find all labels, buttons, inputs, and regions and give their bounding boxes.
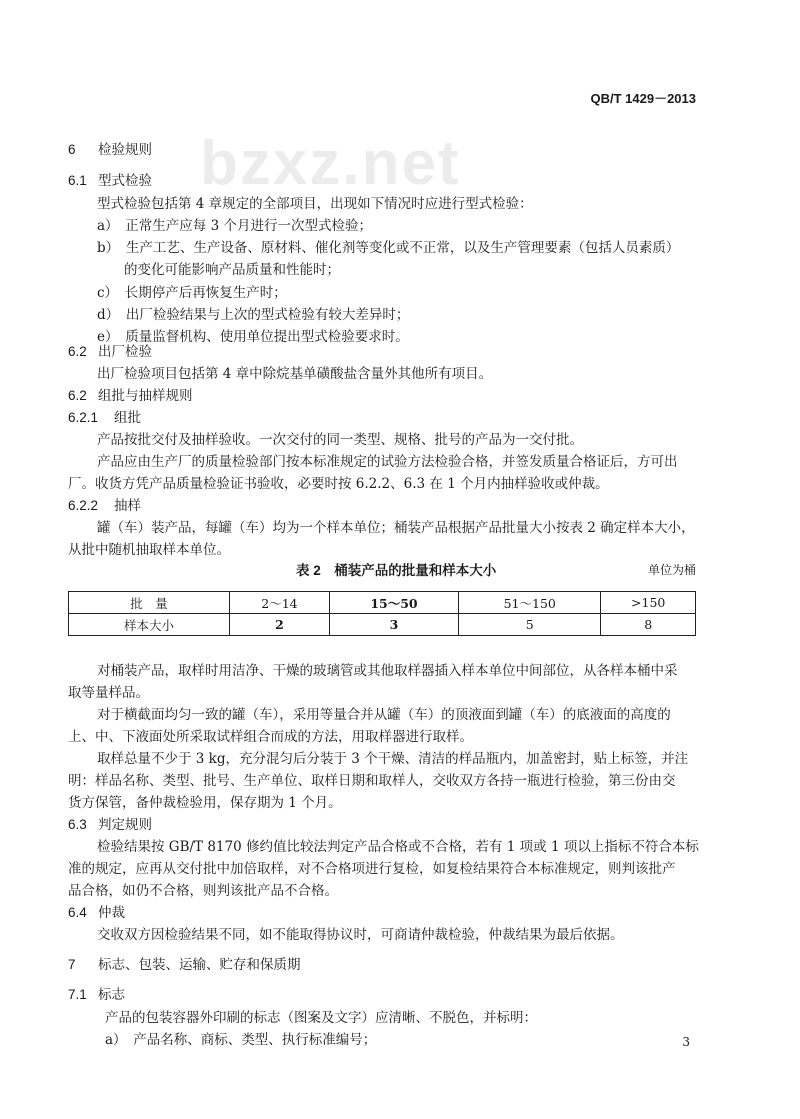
table-cell: >150 <box>601 592 696 614</box>
paragraph-line: 明：样品名称、类型、批号、生产单位、取样日期和取样人，交收双方各持一瓶进行检验，第三份由交 <box>68 773 676 789</box>
section-title: 标志、包装、运输、贮存和保质期 <box>98 957 301 972</box>
section-title: 出厂检验 <box>98 344 152 359</box>
section-title: 仲裁 <box>98 905 125 920</box>
paragraph-line: 出厂检验项目包括第 4 章中除烷基单磺酸盐含量外其他所有项目。 <box>97 366 493 382</box>
list-item-c: c） 长期停产后再恢复生产时； <box>97 285 287 301</box>
section-title: 组批与抽样规则 <box>98 388 193 403</box>
paragraph-line: 交收双方因检验结果不同，如不能取得协议时，可商请仲裁检验，仲裁结果为最后依据。 <box>97 927 624 943</box>
section-6-3-heading <box>68 813 152 833</box>
paragraph-line: 检验结果按 GB/T 8170 修约值比较法判定产品合格或不合格，若有 1 项或 1 项以上指标不符合本标 <box>97 839 699 855</box>
table-cell: 3 <box>329 614 458 636</box>
batch-sample-table <box>68 591 696 636</box>
section-6-heading <box>68 138 152 158</box>
paragraph-line: 对桶装产品，取样时用洁净、干燥的玻璃管或其他取样器插入样本单位中间部位，从各样本桶中采 <box>97 663 678 679</box>
section-6-1-heading <box>68 169 152 189</box>
section-title: 检验规则 <box>98 142 152 157</box>
section-number: 6.2.1 <box>68 410 99 425</box>
paragraph-line: 取等量样品。 <box>68 685 149 701</box>
section-title: 抽样 <box>114 498 141 513</box>
section-7-1-heading <box>68 983 125 1003</box>
section-number: 6.2 <box>68 388 87 403</box>
table-cell: 51～150 <box>459 592 601 614</box>
section-number: 6 <box>68 142 76 157</box>
table-row <box>69 614 696 636</box>
paragraph-line: 对于横截面均匀一致的罐（车），采用等量合并从罐（车）的顶液面到罐（车）的底液面的高度的 <box>97 707 671 723</box>
section-number: 6.4 <box>68 905 87 920</box>
section-number: 6.3 <box>68 817 87 832</box>
paragraph-line: 罐（车）装产品，每罐（车）均为一个样本单位；桶装产品根据产品批量大小按表 2 确定样本大小， <box>97 520 695 536</box>
list-item-d: d） 出厂检验结果与上次的型式检验有较大差异时； <box>97 307 410 323</box>
list-item-a: a） 产品名称、商标、类型、执行标准编号； <box>105 1032 377 1048</box>
paragraph-line: 品合格，如仍不合格，则判该批产品不合格。 <box>68 883 338 899</box>
section-6-2-1-heading <box>68 406 141 426</box>
paragraph-line: 准的规定，应再从交付批中加倍取样，对不合格项进行复检，如复检结果符合本标准规定，则判该批产 <box>68 861 676 877</box>
watermark: bzxz.net <box>200 129 461 198</box>
table-caption: 表 2 桶装产品的批量和样本大小 <box>296 563 497 578</box>
table-cell: 批 量 <box>69 592 230 614</box>
table-cell: 2～14 <box>230 592 330 614</box>
paragraph-line: 取样总量不少于 3 kg，充分混匀后分装于 3 个干燥、清洁的样品瓶内，加盖密封，贴上标签，并注 <box>97 751 689 767</box>
page-number: 3 <box>682 1035 690 1049</box>
table-row <box>69 592 696 614</box>
table-cell: 样本大小 <box>69 614 230 636</box>
paragraph-line: 产品的包装容器外印刷的标志（图案及文字）应清晰、不脱色，并标明： <box>105 1010 537 1026</box>
paragraph-line: 厂。收货方凭产品质量检验证书验收，必要时按 6.2.2、6.3 在 1 个月内抽样验收或仲裁。 <box>68 476 609 492</box>
paragraph-line: 型式检验包括第 4 章规定的全部项目，出现如下情况时应进行型式检验： <box>97 196 533 212</box>
list-item-b: b） 生产工艺、生产设备、原材料、催化剂等变化或不正常，以及生产管理要素（包括人员素质） <box>97 240 680 256</box>
section-6-2-heading <box>68 340 152 360</box>
paragraph-line: 上、中、下液面处所采取试样组合而成的方法，用取样器进行取样。 <box>68 729 473 745</box>
paragraph-line: 货方保管，备仲裁检验用，保存期为 1 个月。 <box>68 795 342 811</box>
section-number: 6.1 <box>68 173 87 188</box>
table-cell: 15～50 <box>329 592 458 614</box>
section-7-heading <box>68 953 301 973</box>
section-number: 7 <box>68 957 76 972</box>
paragraph-line: 产品应由生产厂的质量检验部门按本标准规定的试验方法检验合格，并签发质量合格证后，方可出 <box>97 454 678 470</box>
list-item-b-cont: 的变化可能影响产品质量和性能时； <box>124 262 340 278</box>
section-title: 组批 <box>114 410 141 425</box>
list-item-e: e） 质量监督机构、使用单位提出型式检验要求时。 <box>97 329 409 345</box>
section-6-2-2-heading <box>68 494 141 514</box>
section-6-4-heading <box>68 901 125 921</box>
section-number: 6.2 <box>68 344 87 359</box>
section-title: 标志 <box>98 987 125 1002</box>
section-number: 7.1 <box>68 987 87 1002</box>
paragraph-line: 从批中随机抽取样本单位。 <box>68 542 230 558</box>
table-cell: 5 <box>459 614 601 636</box>
list-item-a: a） 正常生产应每 3 个月进行一次型式检验； <box>97 218 372 234</box>
table-cell: 8 <box>601 614 696 636</box>
table-unit: 单位为桶 <box>647 563 696 577</box>
standard-code: QB/T 1429－2013 <box>590 91 696 106</box>
section-title: 判定规则 <box>98 817 152 832</box>
table-cell: 2 <box>230 614 330 636</box>
section-6-2-b-heading <box>68 384 193 404</box>
section-number: 6.2.2 <box>68 498 99 513</box>
paragraph-line: 产品按批交付及抽样验收。一次交付的同一类型、规格、批号的产品为一交付批。 <box>97 432 583 448</box>
section-title: 型式检验 <box>98 173 152 188</box>
